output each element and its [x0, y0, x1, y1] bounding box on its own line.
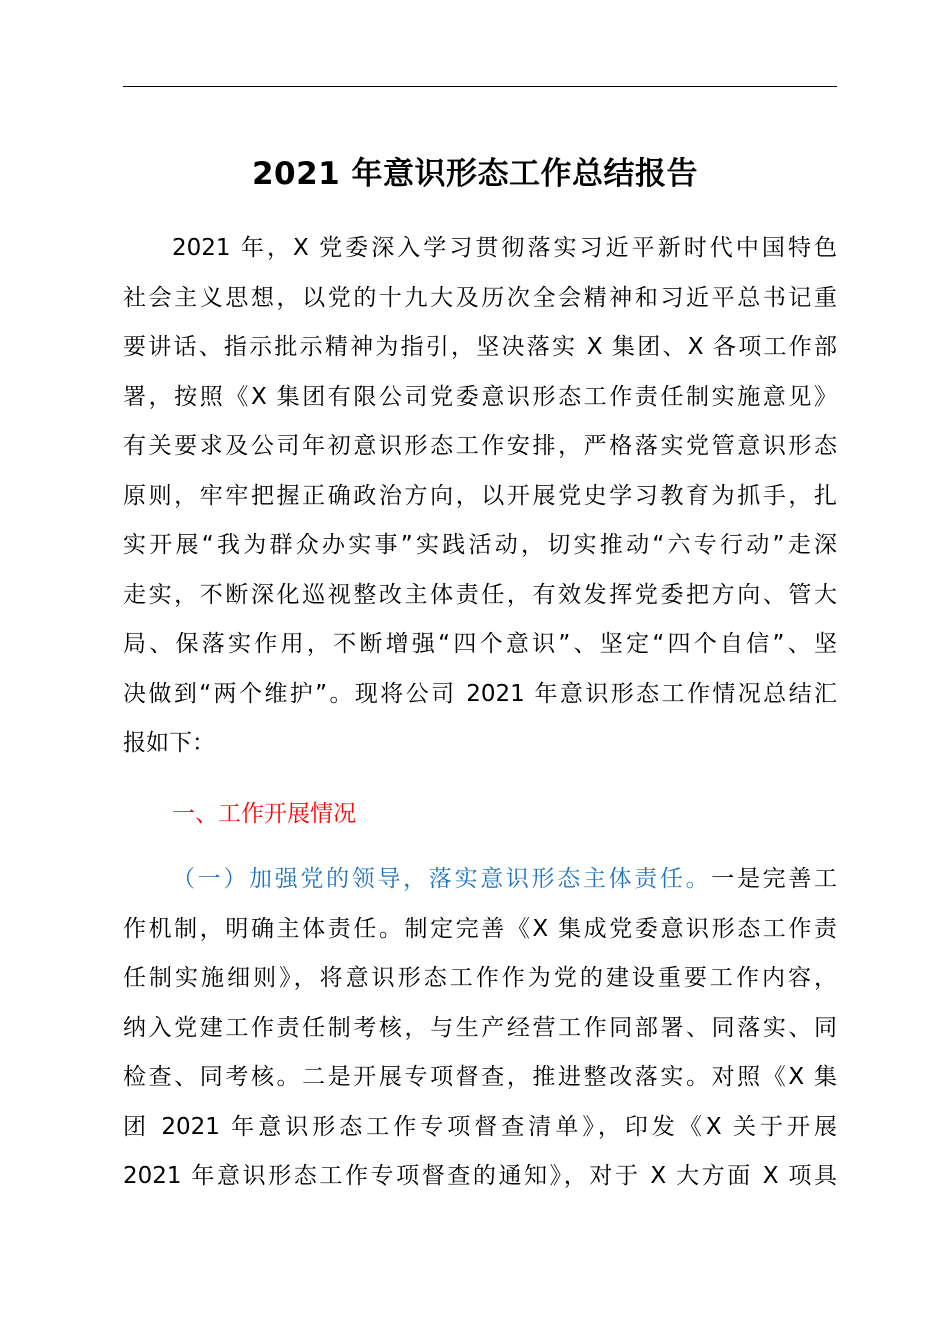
text-line: 原则，牢牢把握正确政治方向，以开展党史学习教育为抓手，扎: [123, 482, 837, 509]
header-rule: [123, 86, 837, 87]
text-line: 2021 年意识形态工作专项督查的通知》，对于 X 大方面 X 项具: [123, 1163, 837, 1189]
text-line: 作机制，明确主体责任。制定完善《X 集成党委意识形态工作责: [123, 915, 837, 942]
text-line-first: [123, 855, 837, 905]
text-line: 检查、同考核。二是开展专项督查，推进整改落实。对照《X 集: [123, 1064, 837, 1090]
text-line: 局、保落实作用，不断增强“四个意识”、坚定“四个自信”、坚: [123, 631, 837, 657]
subsection-heading: （一）加强党的领导，落实意识形态主体责任。: [172, 866, 712, 892]
text-line: 要讲话、指示批示精神为指引，坚决落实 X 集团、X 各项工作部: [123, 334, 837, 360]
text-line: 走实，不断深化巡视整改主体责任，有效发挥党委把方向、管大: [123, 581, 837, 608]
intro-paragraph: [123, 224, 837, 769]
text-line: 署，按照《X 集团有限公司党委意识形态工作责任制实施意见》: [123, 383, 837, 410]
section-paragraph: [123, 855, 837, 1202]
text-line: 2021 年，X 党委深入学习贯彻落实习近平新时代中国特色: [172, 235, 837, 261]
text-line: 有关要求及公司年初意识形态工作安排，严格落实党管意识形态: [123, 433, 837, 459]
section-heading: 一、工作开展情况: [172, 801, 356, 827]
text-line: 任制实施细则》，将意识形态工作作为党的建设重要工作内容，: [123, 965, 837, 991]
document-title: 2021 年意识形态工作总结报告: [251, 156, 699, 192]
text-line: 报如下：: [123, 730, 215, 756]
paragraph-lead-text: 一是完善工: [711, 866, 838, 892]
text-line: 社会主义思想，以党的十九大及历次全会精神和习近平总书记重: [123, 284, 837, 311]
text-line: 实开展“我为群众办实事”实践活动，切实推动“六专行动”走深: [123, 532, 837, 558]
text-line: 团 2021 年意识形态工作专项督查清单》，印发《X 关于开展: [123, 1113, 837, 1140]
text-line: 决做到“两个维护”。现将公司 2021 年意识形态工作情况总结汇: [123, 680, 837, 707]
text-line: 纳入党建工作责任制考核，与生产经营工作同部署、同落实、同: [123, 1014, 837, 1041]
